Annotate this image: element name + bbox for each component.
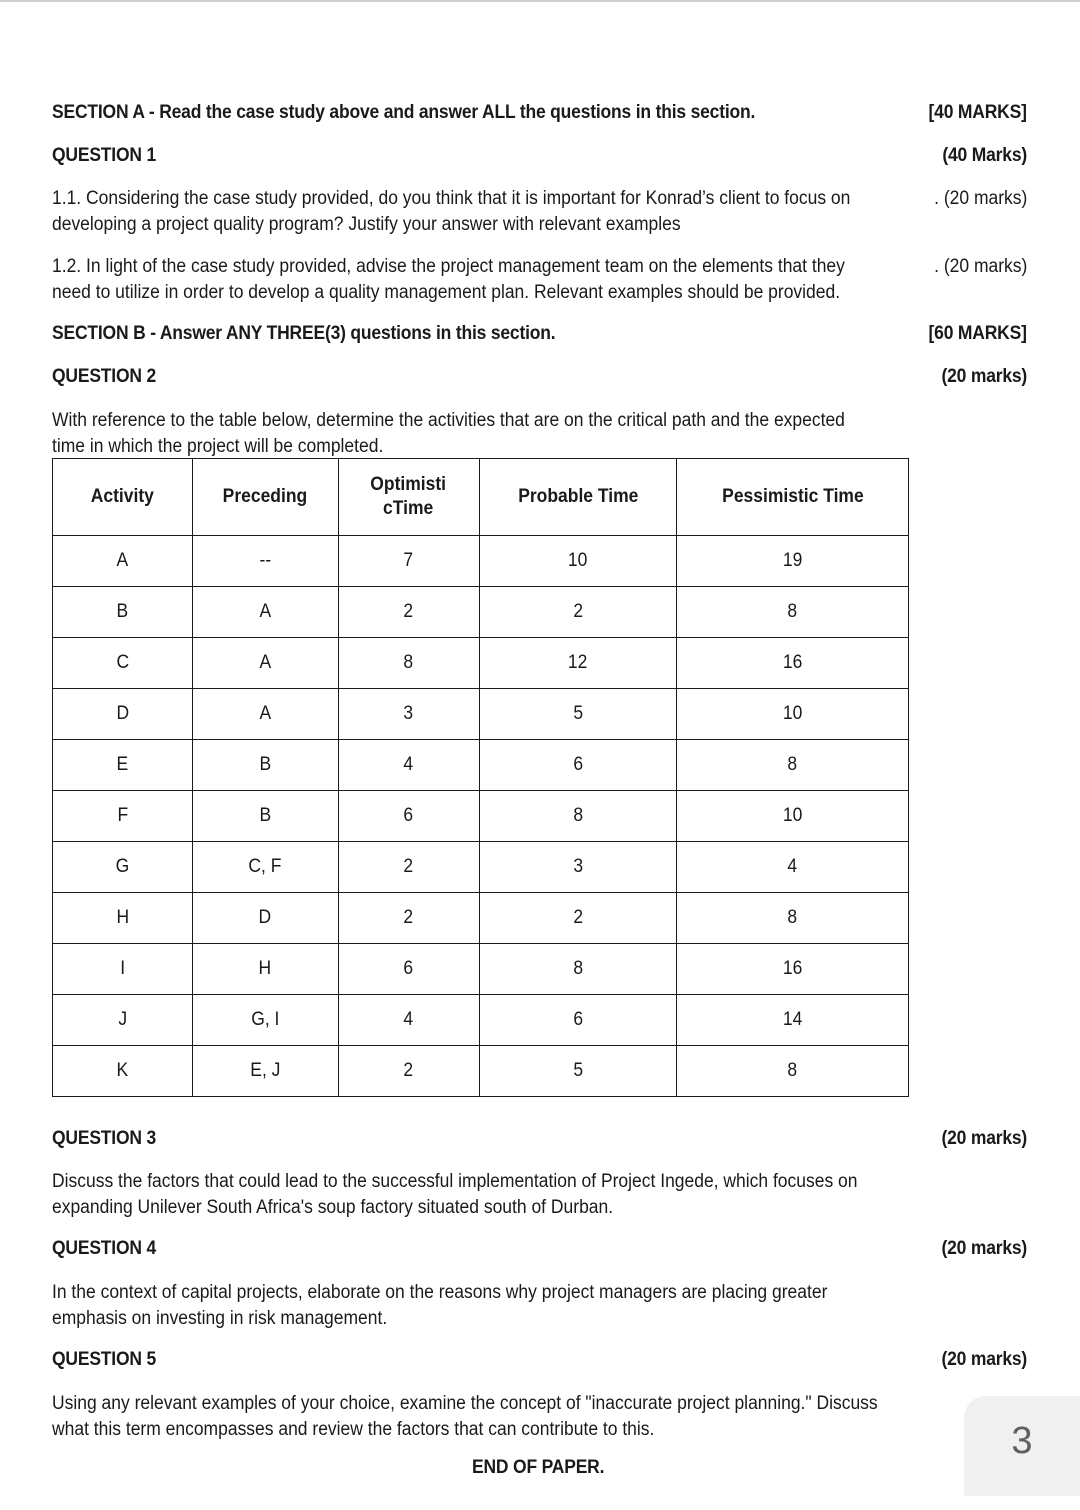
question-1-marks: (40 Marks) <box>942 145 1027 166</box>
activity-cell: G <box>53 842 193 893</box>
table-row <box>53 893 909 944</box>
question-4-text: In the context of capital projects, elaborate on the reasons why project managers are placing greater emphasis on investing in risk management. <box>52 1282 828 1329</box>
activity-cell: K <box>53 1046 193 1097</box>
preceding-cell: E, J <box>192 1046 338 1097</box>
table-row <box>53 740 909 791</box>
probable-time-cell: 5 <box>479 689 677 740</box>
question-1-2-text: 1.2. In light of the case study provided, advise the project management team on the elements that they need to utilize in order to develop a quality management plan. Relevant examples should be provided. <box>52 256 845 303</box>
header-optimistic-time: Optimisti cTime <box>338 459 479 536</box>
table-header-row <box>53 459 909 536</box>
activity-cell: I <box>53 944 193 995</box>
table-row <box>53 587 909 638</box>
table-row <box>53 1046 909 1097</box>
preceding-cell: C, F <box>192 842 338 893</box>
pessimistic-time-cell: 8 <box>677 1046 909 1097</box>
question-1-title: QUESTION 1 <box>52 145 157 166</box>
activity-cell: B <box>53 587 193 638</box>
probable-time-cell: 10 <box>479 536 677 587</box>
probable-time-cell: 12 <box>479 638 677 689</box>
header-preceding: Preceding <box>192 459 338 536</box>
activity-cell: J <box>53 995 193 1046</box>
probable-time-cell: 5 <box>479 1046 677 1097</box>
top-divider <box>0 0 1080 2</box>
preceding-cell: A <box>192 638 338 689</box>
optimistic-time-cell: 2 <box>338 893 479 944</box>
header-pessimistic-time: Pessimistic Time <box>677 459 909 536</box>
header-activity: Activity <box>53 459 193 536</box>
activity-cell: E <box>53 740 193 791</box>
question-1-2-marks: . (20 marks) <box>933 256 1027 277</box>
section-a-heading: SECTION A - Read the case study above and answer ALL the questions in this section. <box>52 102 756 123</box>
activity-cell: A <box>53 536 193 587</box>
pessimistic-time-cell: 8 <box>677 893 909 944</box>
table-row <box>53 995 909 1046</box>
table-row <box>53 791 909 842</box>
optimistic-time-cell: 6 <box>338 791 479 842</box>
activity-cell: H <box>53 893 193 944</box>
probable-time-cell: 3 <box>479 842 677 893</box>
preceding-cell: B <box>192 791 338 842</box>
optimistic-time-cell: 4 <box>338 740 479 791</box>
optimistic-time-cell: 2 <box>338 1046 479 1097</box>
table-row <box>53 689 909 740</box>
pessimistic-time-cell: 8 <box>677 587 909 638</box>
probable-time-cell: 2 <box>479 587 677 638</box>
preceding-cell: B <box>192 740 338 791</box>
probable-time-cell: 2 <box>479 893 677 944</box>
question-4-title: QUESTION 4 <box>52 1238 157 1259</box>
pessimistic-time-cell: 10 <box>677 689 909 740</box>
question-1-1-marks: . (20 marks) <box>933 188 1027 209</box>
question-5-marks: (20 marks) <box>941 1349 1027 1370</box>
pessimistic-time-cell: 14 <box>677 995 909 1046</box>
question-3-text: Discuss the factors that could lead to the successful implementation of Project Ingede, which focuses on expanding Unilever South Africa's soup factory situated south of Durban. <box>52 1171 858 1218</box>
probable-time-cell: 6 <box>479 740 677 791</box>
table-row <box>53 638 909 689</box>
preceding-cell: D <box>192 893 338 944</box>
probable-time-cell: 8 <box>479 944 677 995</box>
question-2-marks: (20 marks) <box>941 366 1027 387</box>
table-row <box>53 944 909 995</box>
pessimistic-time-cell: 8 <box>677 740 909 791</box>
optimistic-time-cell: 4 <box>338 995 479 1046</box>
section-b-heading: SECTION B - Answer ANY THREE(3) questions in this section. <box>52 323 556 344</box>
preceding-cell: H <box>192 944 338 995</box>
question-2-text: With reference to the table below, determine the activities that are on the critical path and the expected time in which the project will be completed. <box>52 410 845 457</box>
preceding-cell: G, I <box>192 995 338 1046</box>
pessimistic-time-cell: 16 <box>677 638 909 689</box>
table-row <box>53 536 909 587</box>
section-a-marks: [40 MARKS] <box>928 102 1027 123</box>
pessimistic-time-cell: 19 <box>677 536 909 587</box>
question-3-title: QUESTION 3 <box>52 1128 157 1149</box>
header-probable-time: Probable Time <box>479 459 677 536</box>
optimistic-time-cell: 8 <box>338 638 479 689</box>
preceding-cell: A <box>192 587 338 638</box>
question-2-title: QUESTION 2 <box>52 366 157 387</box>
question-4-marks: (20 marks) <box>941 1238 1027 1259</box>
activity-cell: F <box>53 791 193 842</box>
question-1-1-text: 1.1. Considering the case study provided, do you think that it is important for Konrad’s client to focus on developing a project quality program? Justify your answer with relevant examples <box>52 188 851 235</box>
optimistic-time-cell: 7 <box>338 536 479 587</box>
question-5-text: Using any relevant examples of your choice, examine the concept of "inaccurate project planning." Discuss what this term encompasses and review the factors that can contribute to this. <box>52 1393 878 1440</box>
preceding-cell: A <box>192 689 338 740</box>
preceding-cell: -- <box>192 536 338 587</box>
optimistic-time-cell: 3 <box>338 689 479 740</box>
activity-cell: D <box>53 689 193 740</box>
activity-table <box>52 458 909 1097</box>
page-number: 3 <box>1011 1420 1033 1462</box>
table-row <box>53 842 909 893</box>
pessimistic-time-cell: 10 <box>677 791 909 842</box>
question-3-marks: (20 marks) <box>941 1128 1027 1149</box>
pessimistic-time-cell: 16 <box>677 944 909 995</box>
optimistic-time-cell: 6 <box>338 944 479 995</box>
activity-cell: C <box>53 638 193 689</box>
probable-time-cell: 8 <box>479 791 677 842</box>
pessimistic-time-cell: 4 <box>677 842 909 893</box>
question-5-title: QUESTION 5 <box>52 1349 157 1370</box>
probable-time-cell: 6 <box>479 995 677 1046</box>
optimistic-time-cell: 2 <box>338 587 479 638</box>
end-of-paper: END OF PAPER. <box>472 1457 605 1478</box>
optimistic-time-cell: 2 <box>338 842 479 893</box>
section-b-marks: [60 MARKS] <box>928 323 1027 344</box>
